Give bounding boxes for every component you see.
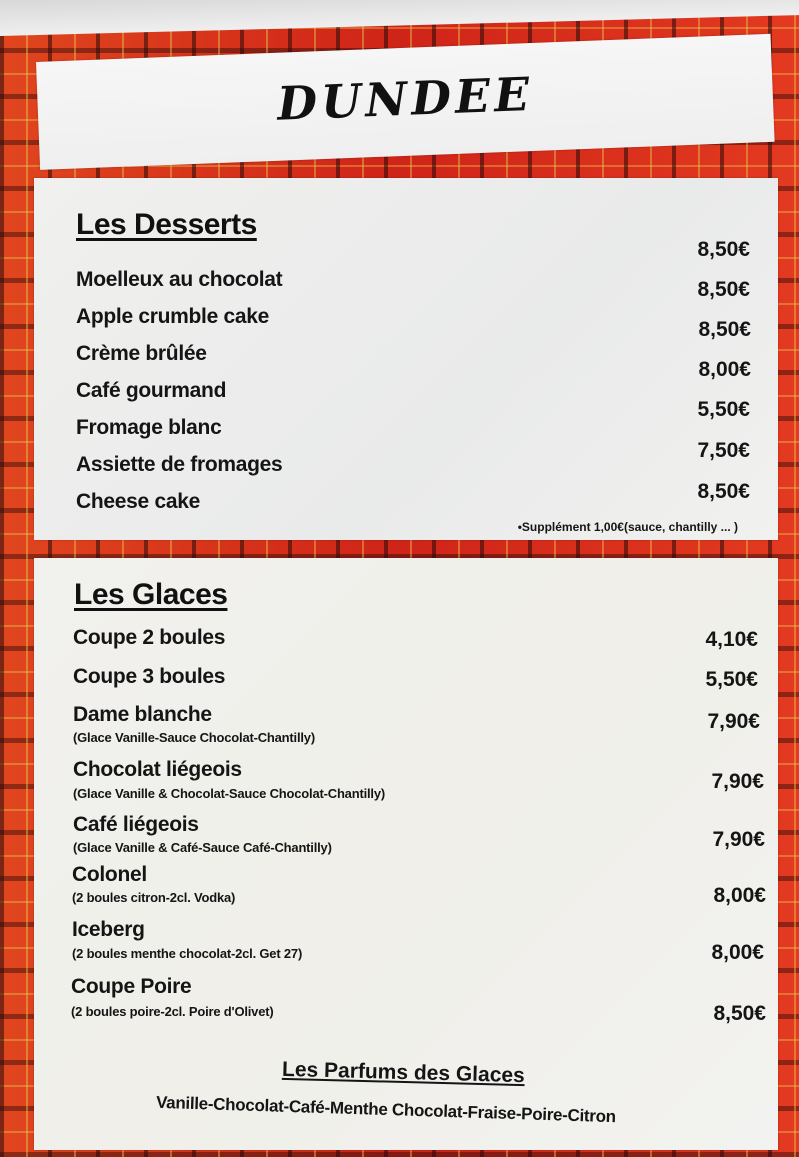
dessert-item-price: 7,50€ [697, 439, 750, 462]
glaces-title: Les Glaces [74, 578, 228, 611]
glace-item-price: 7,90€ [711, 770, 764, 793]
dessert-item-name: Fromage blanc [76, 416, 222, 439]
flavors-list: Vanille-Chocolat-Café-Menthe Chocolat-Fraise-Poire-Citron [155, 1092, 617, 1127]
glace-item-name: Coupe 2 boules [73, 626, 226, 649]
glace-item-name: Colonel [72, 863, 147, 886]
glace-item-price: 4,10€ [705, 628, 758, 651]
top-background-strip [0, 0, 799, 36]
dessert-item-name: Apple crumble cake [76, 305, 270, 328]
dessert-item-price: 8,50€ [697, 278, 750, 301]
dessert-item-name: Moelleux au chocolat [76, 268, 283, 291]
glace-item-price: 5,50€ [705, 668, 758, 691]
glace-item-price: 8,50€ [713, 1002, 766, 1025]
supplement-note: •Supplément 1,00€(sauce, chantilly ... ) [517, 520, 738, 534]
glace-item-price: 7,90€ [707, 710, 760, 733]
glace-item-name: Coupe 3 boules [73, 665, 226, 688]
glace-item-name: Dame blanche [73, 703, 212, 726]
dessert-item-name: Café gourmand [76, 379, 227, 402]
glace-item-description: (2 boules menthe chocolat-2cl. Get 27) [72, 946, 303, 961]
flavors-title: Les Parfums des Glaces [281, 1057, 526, 1088]
dessert-item-price: 8,00€ [698, 358, 751, 381]
glace-item-name: Iceberg [72, 918, 145, 941]
dessert-item-price: 8,50€ [697, 480, 750, 503]
dessert-item-name: Cheese cake [76, 490, 200, 513]
glace-item-price: 8,00€ [713, 884, 766, 907]
glace-item-description: (Glace Vanille & Chocolat-Sauce Chocolat-Chantilly) [73, 786, 385, 801]
dessert-item-name: Crème brûlée [76, 342, 207, 365]
glace-item-name: Chocolat liégeois [73, 758, 242, 781]
glace-item-price: 8,00€ [711, 941, 764, 964]
desserts-section [34, 178, 778, 540]
glace-item-description: (Glace Vanille & Café-Sauce Café-Chantilly) [73, 840, 332, 855]
dessert-item-price: 8,50€ [698, 318, 751, 341]
glace-item-description: (2 boules citron-2cl. Vodka) [72, 890, 236, 905]
glace-item-description: (Glace Vanille-Sauce Chocolat-Chantilly) [73, 730, 315, 745]
glace-item-name: Coupe Poire [71, 975, 192, 998]
desserts-title: Les Desserts [76, 208, 257, 241]
dessert-item-name: Assiette de fromages [76, 453, 283, 476]
dessert-item-price: 5,50€ [697, 398, 750, 421]
glace-item-price: 7,90€ [712, 828, 765, 851]
glaces-section [34, 558, 778, 1150]
title-banner [36, 34, 775, 170]
glace-item-description: (2 boules poire-2cl. Poire d'Olivet) [71, 1004, 274, 1019]
glace-item-name: Café liégeois [73, 813, 199, 836]
restaurant-name: DUNDEE [276, 66, 535, 131]
dessert-item-price: 8,50€ [697, 238, 750, 261]
